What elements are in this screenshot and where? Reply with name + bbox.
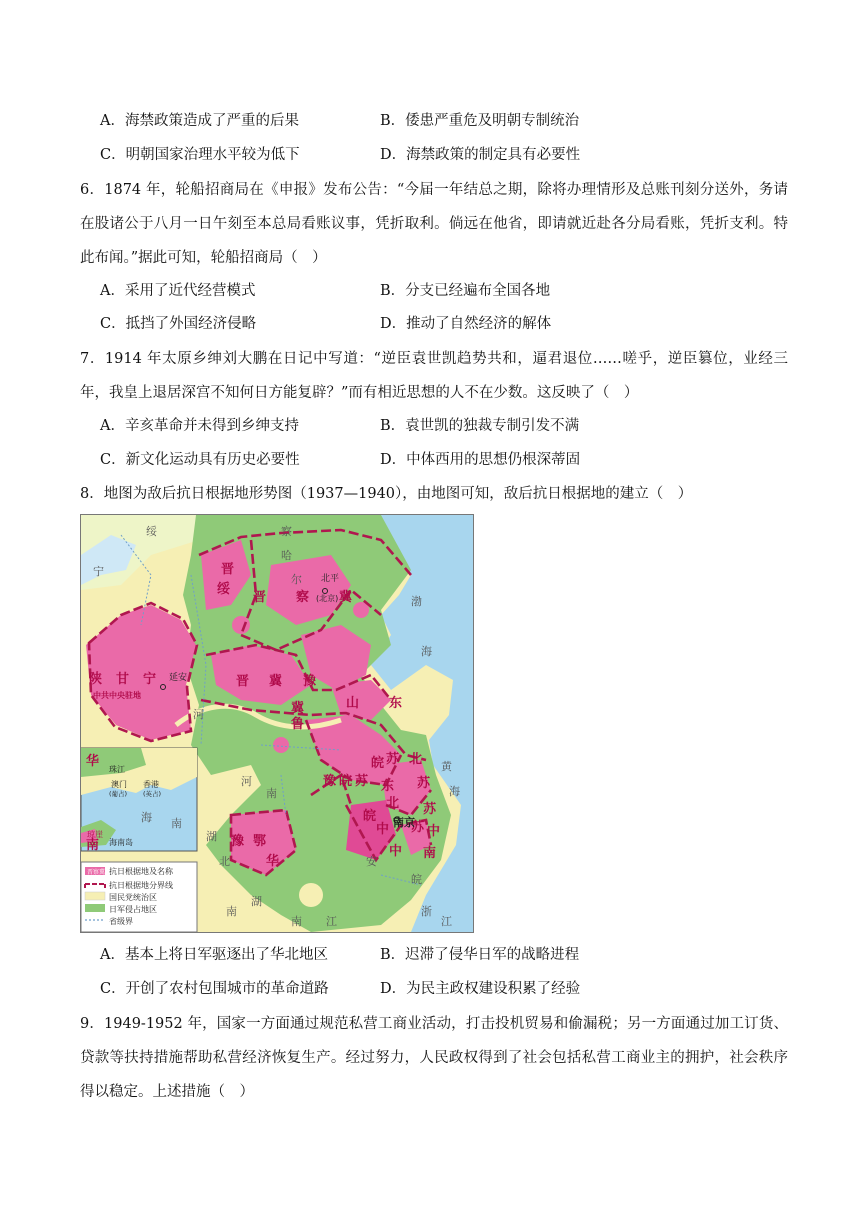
label-wan2: 皖 <box>371 756 385 771</box>
label-su2: 苏 <box>417 776 431 791</box>
label-dong2: 东 <box>381 779 395 794</box>
q8-option-c[interactable]: C．开创了农村包围城市的革命道路 <box>100 981 329 997</box>
label-yu3: 豫 <box>231 834 245 849</box>
label-gan: 甘 <box>116 672 130 687</box>
label-hai2: 海 <box>449 785 460 798</box>
legend-sample: 晋察冀 <box>87 869 106 876</box>
legend-swatch-kmt <box>85 892 105 900</box>
label-xianggang: 香港 <box>143 780 159 789</box>
base-areas-map <box>80 514 474 933</box>
label-he1: 河 <box>193 708 204 721</box>
label-nan4: 南 <box>86 838 100 853</box>
label-wan3: 皖 <box>363 809 377 824</box>
label-ha: 哈 <box>281 549 292 562</box>
label-zhong1: 中 <box>427 824 441 839</box>
label-hai3: 海 <box>141 811 152 824</box>
q6-stem: 6．1874 年，轮船招商局在《申报》发布公告：“今届一年结总之期，除将办理情形及总账刊刻分送外，务请在股诸公于八月一日午刻至本总局看账议事，凭折取利。倘远在他省，即请就近赴各分局看账，凭折支利。特此布闻。”据此可知，轮船招商局（ ） <box>80 182 788 266</box>
label-nan: 南 <box>423 846 437 861</box>
label-nan3: 南 <box>291 915 302 928</box>
kmt-patch <box>299 883 323 907</box>
q6-option-d[interactable]: D．推动了自然经济的解体 <box>380 316 552 332</box>
label-hua: 华 <box>266 854 280 869</box>
label-wan4: 皖 <box>411 873 422 886</box>
map-graphic <box>81 515 473 932</box>
label-e: 鄂 <box>253 834 267 849</box>
q7-option-d[interactable]: D．中体西用的思想仍根深蒂固 <box>380 452 581 468</box>
label-shan: 陕 <box>89 672 103 687</box>
label-jin2: 晋 <box>253 590 267 605</box>
q5-option-a[interactable]: A．海禁政策造成了严重的后果 <box>100 113 299 129</box>
q8-option-a[interactable]: A．基本上将日军驱逐出了华北地区 <box>100 947 328 963</box>
label-aomen: 澳门 <box>111 780 127 789</box>
label-yu: 豫 <box>303 674 317 689</box>
q5-option-d[interactable]: D．海禁政策的制定具有必要性 <box>380 147 581 163</box>
label-bei1: 北 <box>409 752 423 767</box>
q8-option-b[interactable]: B．迟滞了侵华日军的战略进程 <box>380 947 580 963</box>
label-jiang: 江 <box>441 915 452 928</box>
q7-option-b[interactable]: B．袁世凯的独裁专制引发不满 <box>380 418 580 434</box>
label-ji2: 冀 <box>269 674 283 689</box>
label-nan2: 南 <box>266 787 277 800</box>
q7-stem: 7．1914 年太原乡绅刘大鹏在日记中写道：“逆臣袁世凯趋势共和，逼君退位……嗟乎，逆臣篡位，业经三年，我皇上退居深宫不知何日方能复辟？”而有相近思想的人不在少数。这反映了（ ） <box>80 351 788 401</box>
label-hua3: 华 <box>86 754 100 769</box>
label-sui: 绥 <box>146 525 157 538</box>
label-wan1: 皖 <box>339 774 353 789</box>
label-ji1: 冀 <box>339 590 353 605</box>
label-zhong3: 中 <box>389 844 403 859</box>
label-huang: 黄 <box>441 760 452 773</box>
legend-swatch-occupied <box>85 904 105 912</box>
label-su1: 苏 <box>386 752 400 767</box>
label-jiang2: 江 <box>326 915 337 928</box>
legend-province: 省级界 <box>109 917 133 926</box>
q5-option-c[interactable]: C．明朝国家治理水平较为低下 <box>100 147 300 163</box>
base-patch <box>273 737 289 753</box>
label-xiang: 湖 <box>251 895 262 908</box>
label-pt1: (葡占) <box>109 790 128 798</box>
label-cha: 察 <box>281 525 292 538</box>
label-shan2: 山 <box>346 696 360 711</box>
q7-option-c[interactable]: C．新文化运动具有历史必要性 <box>100 452 300 468</box>
label-bei2: 北 <box>386 796 400 811</box>
label-he2: 河 <box>241 775 252 788</box>
q8-option-d[interactable]: D．为民主政权建设积累了经验 <box>380 981 581 997</box>
q5-option-b[interactable]: B．倭患严重危及明朝专制统治 <box>380 113 580 129</box>
label-jin1: 晋 <box>221 562 235 577</box>
label-ning2: 宁 <box>143 672 157 687</box>
label-hu: 湖 <box>206 830 217 843</box>
label-su5: 苏 <box>411 820 425 835</box>
label-su3: 苏 <box>355 774 369 789</box>
label-yanan: 延安 <box>169 673 188 683</box>
label-hai1: 海 <box>421 645 432 658</box>
legend-occupied: 日军侵占地区 <box>109 905 157 914</box>
q6-option-a[interactable]: A．采用了近代经营模式 <box>100 283 256 299</box>
q8-stem: 8．地图为敌后抗日根据地形势图（1937—1940），由地图可知，敌后抗日根据地的建立（ ） <box>80 486 693 502</box>
base-patch <box>232 616 250 634</box>
label-yu2: 豫 <box>323 774 337 789</box>
legend-boundary: 抗日根据地分界线 <box>109 881 173 890</box>
label-qiong: 琼崖 <box>87 830 103 839</box>
legend-base: 抗日根据地及名称 <box>109 867 173 876</box>
label-ji3: 冀 <box>291 701 305 716</box>
label-dong: 东 <box>389 696 403 711</box>
label-zhe: 浙 <box>421 905 432 918</box>
label-pt2: (英占) <box>143 790 162 798</box>
label-beiping: 北平 <box>321 574 340 584</box>
label-lu: 鲁 <box>291 717 305 732</box>
label-nanjing: 南京 <box>393 816 415 829</box>
label-ean: 安 <box>366 855 377 868</box>
q6-option-c[interactable]: C．抵挡了外国经济侵略 <box>100 316 257 332</box>
q6-option-b[interactable]: B．分支已经遍布全国各地 <box>380 283 551 299</box>
label-hainan: 海南岛 <box>109 838 133 847</box>
label-hq: 中共中央驻地 <box>93 691 141 700</box>
label-nan6: 南 <box>171 817 182 830</box>
label-er: 尔 <box>291 573 302 586</box>
label-nan7: 南 <box>226 905 237 918</box>
legend-kmt: 国民党统治区 <box>109 893 157 902</box>
label-su4: 苏 <box>423 802 437 817</box>
label-bei3: 北 <box>219 855 230 868</box>
label-bo: 渤 <box>411 595 422 608</box>
q9-stem: 9．1949-1952 年，国家一方面通过规范私营工商业活动，打击投机贸易和偷漏税；另一方面通过加工订货、贷款等扶持措施帮助私营经济恢复生产。经过努力，人民政权得到了社会包括私营工商业主的拥护，社会秩序得以稳定。上述措施（ ） <box>80 1016 788 1100</box>
q7-option-a[interactable]: A．辛亥革命并未得到乡绅支持 <box>100 418 299 434</box>
label-sui2: 绥 <box>217 582 231 597</box>
label-jin3: 晋 <box>236 674 250 689</box>
label-beijing: (北京) <box>316 594 339 603</box>
label-ning: 宁 <box>93 565 104 578</box>
label-cha2: 察 <box>296 590 310 605</box>
label-zhujiang: 珠江 <box>109 765 125 774</box>
label-zhong2: 中 <box>376 822 390 837</box>
